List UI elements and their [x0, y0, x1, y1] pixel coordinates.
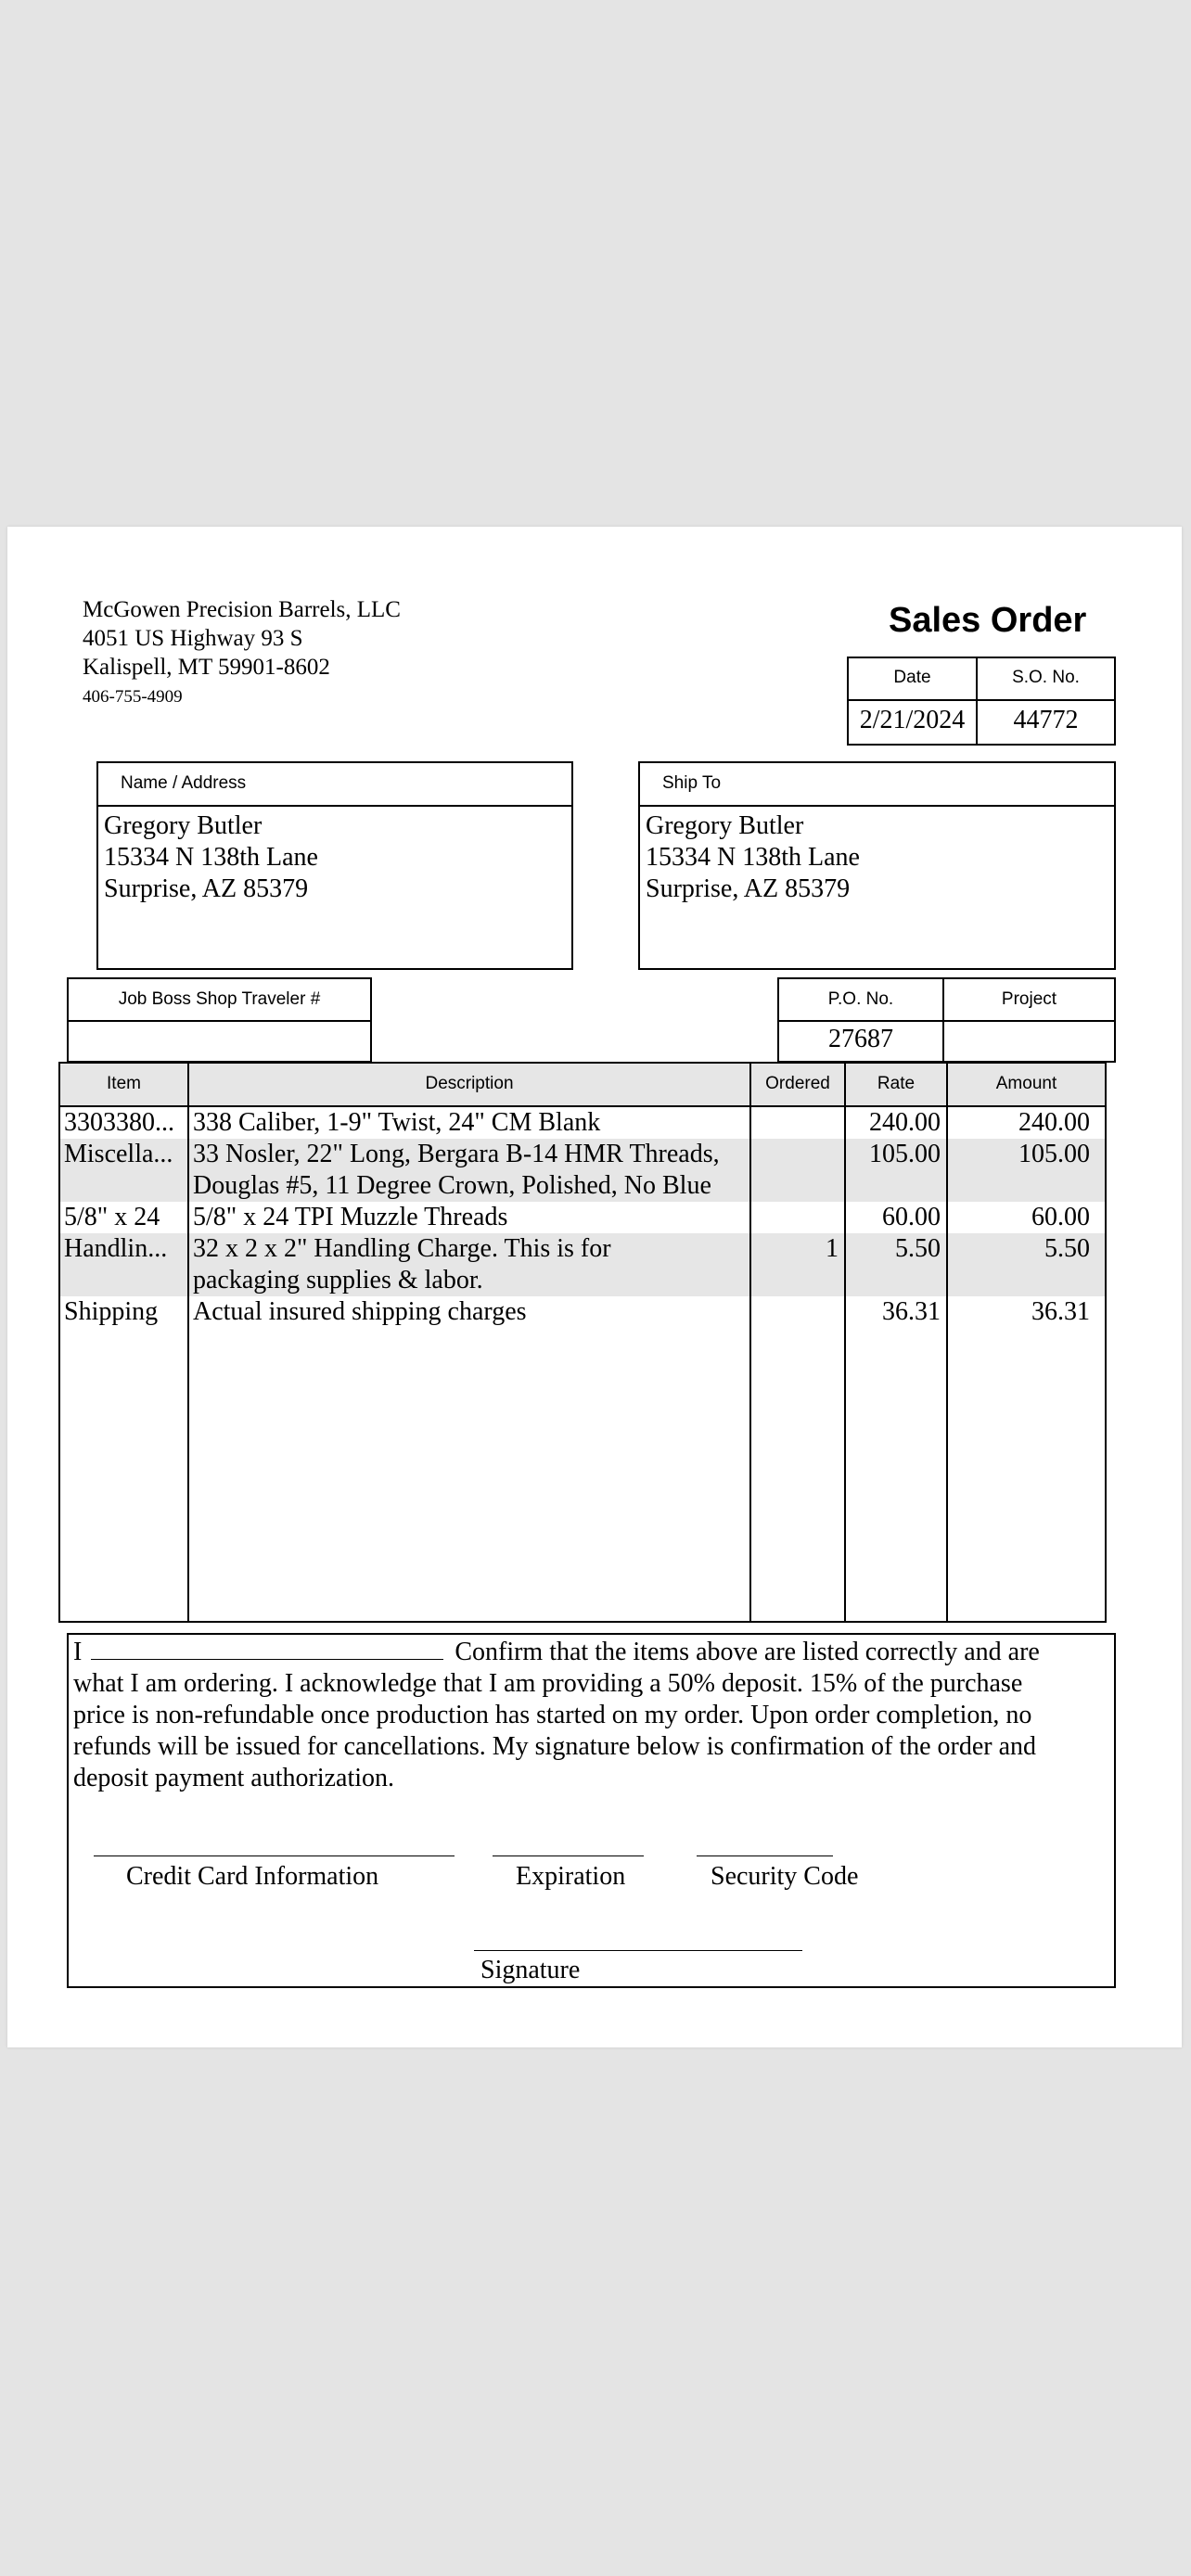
confirmation-line-3: price is non-refundable once production has started on my order. Upon order completion, no: [73, 1701, 1032, 1729]
credit-card-label: Credit Card Information: [126, 1862, 379, 1891]
confirmation-line-4: refunds will be issued for cancellations. My signature below is confirmation of the order and: [73, 1732, 1037, 1761]
ship-to-city: Surprise, AZ 85379: [646, 874, 851, 903]
company-phone: 406-755-4909: [83, 687, 183, 707]
table-row-description: Actual insured shipping charges: [193, 1297, 527, 1326]
company-city-state-zip: Kalispell, MT 59901-8602: [83, 655, 330, 680]
table-row-amount: 5.50: [1044, 1234, 1090, 1263]
name-blank-line: [91, 1635, 443, 1660]
traveler-label: Job Boss Shop Traveler #: [118, 989, 321, 1009]
confirmation-prefix: I: [73, 1638, 83, 1666]
bill-to-box: [96, 761, 573, 970]
column-header-ordered: Ordered: [765, 1074, 830, 1093]
security-code-line: [697, 1855, 833, 1856]
bill-to-label: Name / Address: [121, 773, 247, 793]
company-name: McGowen Precision Barrels, LLC: [83, 597, 401, 622]
column-header-rate: Rate: [877, 1074, 916, 1093]
bill-to-city: Surprise, AZ 85379: [104, 874, 309, 903]
table-row-amount: 36.31: [1031, 1297, 1090, 1326]
credit-card-line: [94, 1855, 455, 1856]
table-row-amount: 60.00: [1031, 1203, 1090, 1231]
column-header-description: Description: [425, 1074, 514, 1093]
security-code-label: Security Code: [711, 1862, 859, 1891]
column-header-item: Item: [107, 1074, 141, 1093]
signature-label: Signature: [480, 1956, 581, 1984]
date-label: Date: [893, 668, 931, 687]
table-row-amount: 240.00: [1018, 1108, 1090, 1137]
bill-to-street: 15334 N 138th Lane: [104, 843, 318, 872]
signature-line: [474, 1950, 802, 1951]
order-date: 2/21/2024: [859, 706, 966, 734]
confirmation-text: [73, 1635, 1112, 1794]
sales-order-document: [7, 527, 1182, 2047]
table-row-rate: 36.31: [882, 1297, 941, 1326]
ship-to-street: 15334 N 138th Lane: [646, 843, 860, 872]
ship-to-name: Gregory Butler: [646, 811, 804, 840]
table-row-description-cont: packaging supplies & labor.: [193, 1266, 483, 1294]
company-street: 4051 US Highway 93 S: [83, 626, 303, 651]
table-row-rate: 105.00: [869, 1140, 941, 1168]
table-row-item: Shipping: [64, 1297, 159, 1326]
date-so-box: [847, 657, 1116, 746]
po-number: 27687: [828, 1025, 893, 1053]
po-project-box: [777, 977, 1116, 1063]
po-number-label: P.O. No.: [827, 989, 894, 1009]
table-row-description: 33 Nosler, 22" Long, Bergara B-14 HMR Threads,: [193, 1140, 720, 1168]
project-label: Project: [1001, 989, 1057, 1009]
table-row-item: Handlin...: [64, 1234, 168, 1263]
table-row-rate: 240.00: [869, 1108, 941, 1137]
table-row-amount: 105.00: [1018, 1140, 1090, 1168]
so-number: 44772: [1013, 706, 1079, 734]
line-items-table: [58, 1062, 1107, 1623]
table-row-item: Miscella...: [64, 1140, 173, 1168]
document-title: Sales Order: [889, 601, 1087, 640]
table-row-rate: 5.50: [895, 1234, 941, 1263]
bill-to-name: Gregory Butler: [104, 811, 263, 840]
expiration-label: Expiration: [516, 1862, 626, 1891]
table-row-item: 3303380...: [64, 1108, 174, 1137]
column-header-amount: Amount: [995, 1074, 1057, 1093]
confirmation-line-5: deposit payment authorization.: [73, 1764, 395, 1792]
table-row-item: 5/8" x 24: [64, 1203, 160, 1231]
table-row-description: 32 x 2 x 2" Handling Charge. This is for: [193, 1234, 611, 1263]
table-row-rate: 60.00: [882, 1203, 941, 1231]
table-row-ordered: 1: [826, 1234, 839, 1263]
table-row-description: 338 Caliber, 1-9" Twist, 24" CM Blank: [193, 1108, 601, 1137]
ship-to-label: Ship To: [662, 773, 722, 793]
expiration-line: [493, 1855, 644, 1856]
confirmation-line-2: what I am ordering. I acknowledge that I am providing a 50% deposit. 15% of the purchase: [73, 1669, 1023, 1698]
so-number-label: S.O. No.: [1012, 668, 1080, 687]
table-row-description: 5/8" x 24 TPI Muzzle Threads: [193, 1203, 508, 1231]
traveler-box: [67, 977, 372, 1063]
ship-to-box: [638, 761, 1116, 970]
table-row-description-cont: Douglas #5, 11 Degree Crown, Polished, No Blue: [193, 1171, 711, 1200]
confirmation-line-1: Confirm that the items above are listed correctly and are: [455, 1638, 1040, 1666]
